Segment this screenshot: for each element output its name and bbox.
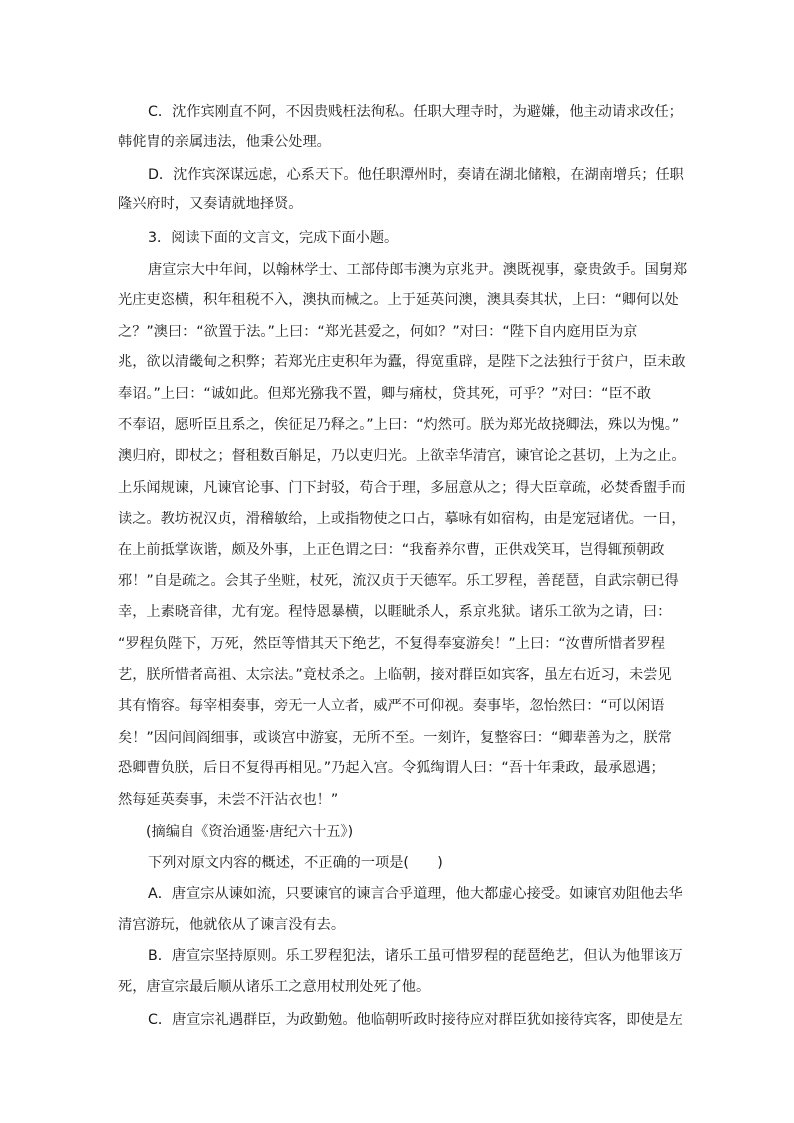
- option-b-line-1: B．唐宣宗坚持原则。乐工罗程犯法，诸乐工虽可惜罗程的琵琶绝艺，但认为他罪该万: [148, 948, 683, 964]
- option-c-line-1: C．唐宣宗礼遇群臣，为政勤勉。他临朝听政时接待应对群臣犹如接待宾客，即使是左: [148, 1012, 683, 1028]
- passage-line: 兆，欲以清畿甸之积弊；若郑光庄吏积年为蠹，得宽重辟，是陛下之法独行于贫户，臣未敢: [118, 354, 686, 370]
- passage-line: 光庄吏恣横，积年租税不入，澳执而械之。上于延英问澳，澳具奏其状，上曰：“卿何以处: [118, 292, 679, 308]
- passage-line: 然每延英奏事，未尝不汗沾衣也！”: [118, 792, 339, 808]
- passage-line: 上乐闻规谏，凡谏官论事、门下封驳，苟合于理，多屈意从之；得大臣章疏，必焚香盥手而: [118, 480, 686, 496]
- passage-line: 不奉诏，愿听臣且系之，俟征足乃释之。”上曰：“灼然可。朕为郑光故挠卿法，殊以为愧。”: [118, 417, 680, 433]
- passage-line: 邪！”自是疏之。会其子坐赃，杖死，流汉贞于天德军。乐工罗程，善琵琶，自武宗朝已得: [118, 573, 679, 589]
- option-c-previous-line-1: C．沈作宾刚直不阿，不因贵贱枉法徇私。任职大理寺时，为避嫌，他主动请求改任；: [148, 104, 683, 120]
- passage-line: 恐卿曹负朕，后日不复得再相见。”乃起入宫。令狐绹谓人曰：“吾十年秉政，最承恩遇；: [118, 760, 665, 776]
- passage-line: 读之。教坊祝汉贞，滑稽敏给，上或指物使之口占，摹咏有如宿构，由是宠冠诸优。一日，: [118, 511, 686, 527]
- question-3-heading: 3．阅读下面的文言文，完成下面小题。: [148, 230, 399, 246]
- option-a-line-2: 清宫游玩，他就依从了谏言没有去。: [118, 917, 346, 933]
- option-c-previous-line-2: 韩侂胄的亲属违法，他秉公处理。: [118, 134, 331, 150]
- passage-line: 澳归府，即杖之；督租数百斛足，乃以吏归光。上欲幸华清宫，谏官论之甚切，上为之止。: [118, 448, 686, 464]
- passage-source: (摘编自《资治通鉴·唐纪六十五》): [146, 824, 354, 840]
- passage-line: 之？”澳曰：“欲置于法。”上曰：“郑光甚爱之，何如？”对曰：“陛下自内庭用臣为京: [118, 324, 638, 340]
- passage-line: 幸，上素晓音律，尤有宠。程恃恩暴横，以睚眦杀人，系京兆狱。诸乐工欲为之请，曰：: [118, 604, 672, 620]
- question-stem: 下列对原文内容的概述，不正确的一项是( ): [148, 855, 443, 871]
- passage-line: 艺，朕所惜者高祖、太宗法。”竟杖杀之。上临朝，接对群臣如宾客，虽左右近习，未尝见: [118, 667, 672, 683]
- passage-line: 其有惰容。每宰相奏事，旁无一人立者，威严不可仰视。奏事毕，忽怡然曰：“可以闲语: [118, 698, 665, 714]
- passage-line: 矣！”因问闾阎细事，或谈宫中游宴，无所不至。一刻许，复整容曰：“卿辈善为之，朕常: [118, 730, 672, 746]
- passage-line: “罗程负陛下，万死，然臣等惜其天下绝艺，不复得奉宴游矣！”上曰：“汝曹所惜者罗程: [118, 636, 665, 652]
- passage-line: 奉诏。”上曰：“诚如此。但郑光猕我不置，卿与痛杖，贷其死，可乎？”对曰：“臣不敢: [118, 386, 652, 402]
- passage-line: 在上前抵掌诙谐，颇及外事，上正色谓之曰：“我畜养尔曹，正供戏笑耳，岂得辄预朝政: [118, 542, 665, 558]
- option-d-previous-line-2: 隆兴府时，又奏请就地择贤。: [118, 196, 303, 212]
- option-b-line-2: 死，唐宣宗最后顺从诸乐工之意用杖刑处死了他。: [118, 979, 431, 995]
- passage-line: 唐宣宗大中年间，以翰林学士、工部侍郎韦澳为京兆尹。澳既视事，豪贵敛手。国舅郑: [148, 262, 688, 278]
- option-a-line-1: A．唐宣宗从谏如流，只要谏官的谏言合乎道理，他大都虚心接受。如谏官劝阻他去华: [148, 886, 683, 902]
- option-d-previous-line-1: D．沈作宾深谋远虑，心系天下。他任职潭州时，奏请在湖北储粮，在湖南增兵；任职: [148, 167, 684, 183]
